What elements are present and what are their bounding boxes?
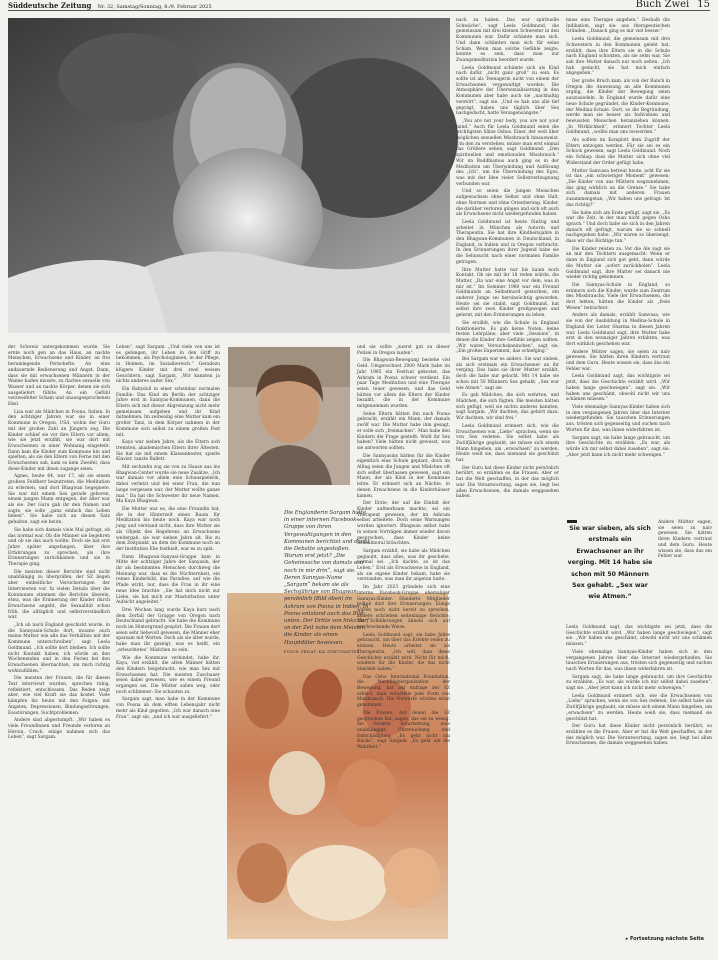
paragraph: Die meisten der Frauen, die für diesen Text interviewt wurden, sprechen ruhig, reflektiert, entschlossen. Das Reden zeigt aber, wie viel Kraft sie das kostet. Viele kämpfen bis heute mit den Folgen: mit Ängsten, Depressionen, Bindungsstörungen, Essstörungen, Suchtproblemen.: [8, 676, 110, 716]
paragraph: Dann Bhagwan-Sanyasi-Gruppe kam in Mitte der achtziger Jahre der Sanyasin, der ihr als bestimmten Menschen durchweg die Meinung war, dass es die Nüchternheit, ein reines Kinderbild, das Paradies, auf wie die Pfade wirkt, nur, dass die Frau in ihr eine neue Idee brachte: „Sie hat mich nicht zur Liebe, sie hat mich zur Masturbation unter Aufsicht angeleitet.“: [116, 554, 220, 606]
paragraph: Die Kinder reisten zu. Vor die Ale sagt sie an mir den Töchtern ausgemacht: Wenn er dann in England sich gut geht, dann würde die Mutter sie „sofort zurückholen“. Leela Goldmund sagt, ihre Mutter sei danach nie wieder richtig gekommen.: [566, 246, 670, 281]
paragraph: Die Mutter war es, die eine Freundin hat, die in der Hinterzelt einen Raum für Meditation bis heute noch. Kaya war noch jung und verstand nicht, dass ihre Mutter sie als Objekt des Begehrens an Erwachsene weitergab, sie war sieben Jahre alt. Bis zu dem Zeitpunkt, an dem die Kommune noch an der Institution Ehe festhielt, war es zu spät.: [116, 506, 220, 552]
paragraph: Wie die Kommune verbindet, habe ihr, Kaya, viel erzählt, die alten Männer hätten den Kindern beigebracht, wie man Sex mit Erwachsenen hat. Die meisten Zuschauer seien dabei gewesen, wie es einem Freund ergangen sei. Die Mütter sahen weg, oder noch schlimmer: Sie schauten zu.: [116, 655, 220, 695]
page-number: 15: [697, 0, 710, 10]
paragraph: Die Sannyas-Schule in England, so erinnern sich die Kinder, wurde zum Zentrum des Missbrauchs. Viele der Erwachsenen, die dort lebten, hätten die Kinder als „freie Wesen“ betrachtet.: [566, 282, 670, 311]
paragraph: Die Frauen, mit denen die SZ gesprochen hat, sagen, das sei zu wenig. Sie fordern Aufarbeitung, eine unabhängige Untersuchung und Entschädigung. „Es geht nicht um Rache“, sagt Sargam. „Es geht um die Wahrheit.“: [357, 710, 450, 751]
paragraph: Sargam sagt, sie habe lange gebraucht, um ihre Geschichte zu erzählen. „Es war, als würde ich mir selbst dabei zusehen“, sagt sie. „Aber jetzt kann ich nicht mehr schweigen.“: [566, 674, 712, 692]
paragraph: Sargam erzählt, sie habe als Mädchen geglaubt, dass alles, was ihr geschehe, normal sei. „Ich dachte, so ist das Leben.“ Erst als Erwachsene in England, als sie eigene Kinder bekam, habe sie verstanden, was man ihr angetan hatte.: [357, 548, 450, 583]
paragraph: Und so seien die jungen Menschen aufgewachsen ohne Selbst und ohne Halt, ohne Normen und ohne Orientierung. Kinder, die darüber verloren gingen und sich oft auch als Erwachsene nicht wiedergefunden haben.: [456, 189, 559, 218]
paragraph: nach zu haben. Das war spirituelle Schwäche“, sagt Leela Goldmund, die gemeinsam mit drei kleinen Schwester in den Kommunen war. Dafür schämte man sich. Und dann schämten man sich für seine Scham. Wenn man solche Gefühle zeigte, konnte es sein, dass man zur Zwangsmeditation beordert wurde.: [456, 18, 559, 63]
masthead: Süddeutsche Zeitung: [8, 1, 92, 10]
paragraph: Sargam sagt, sie habe lange gebraucht, um ihre Geschichte zu erzählen. „Es war, als würde ich mir selbst dabei zusehen“, sagt sie. „Aber jetzt kann ich nicht mehr schweigen.“: [566, 435, 670, 458]
article-column-3: [357, 345, 450, 751]
paragraph: Andere sind abgestumpft. „Wir haben es viele Freundinnen und Freunde verloren an Heroin, Crack, einige nahmen sich das Leben“, sagt Sargam.: [8, 718, 110, 741]
paragraph: „You are not your body, you are not your mind.“ Auch für Leela Goldmund seien die wichtigsten Sätze Oshos. Einer, der weit über möglichen sexuellen Missbrauch hinausweist. Um den zu verstehen, müsse man erst einmal das Größere sehen, sagt Goldmund: „Den spirituellen und emotionalen Missbrauch.“ Wir im Buddhismus auch ging es in der Meditation um Überwindung und Auflösung des „Ich“, um die Überwindung des Egos, was mit der Idee vieler Selbstverleugnung verbunden war.: [456, 118, 559, 187]
paragraph: Die meisten dieser Berichte sind nicht unabhängig zu überprüfen, der SZ liegen aber einheitliche Versicherungen der Interviewten vor. In vielen Details über die Kommunen stimmen die Berichte überein, etwa, was die Erinnerung der Kinder durch Erwachsene angeht, die Sexualität schon früh, die alltäglich und selbstverständlich war.: [8, 569, 110, 621]
photo-bhagwan: [8, 18, 450, 333]
paragraph: Mutter Samvasa betreut heute, acht für sie ist das „ein schwieriger Moment“ gewesen: „Die Kinder von uns Müttern wegzunehmen, das ging wirklich an die Grenze.“ Sie habe sich damals mit anderen Frauen zusammengetan, „Wir haben uns gefragt: Ist das richtig?“: [566, 168, 670, 208]
paragraph: Leela Goldmund schämte sich als Kind nach dafür, „nicht ganz groß“ zu sein. Es sollte ist als Teenagerin nicht von einem der Erwachsenen vergewaltigt worden. Die Atmosphäre der Übersexualisierung in den Kommunen aber habe auch sie „nachhaltig verstört“, sagt sie. „Und es hab uns alle tief geprägt, haben uns täglich über Sex nachgedacht, hatte Versagensängste.“: [456, 65, 559, 117]
paragraph: Der Guru hat diese Kinder nicht persönlich berührt, so erzählen es die Frauen. Aber er hat die Welt geschaffen, in der das möglich war. Die Verantwortung, sagen sie, liegt bei allen Erwachsenen, die damals weggesehen haben.: [456, 465, 559, 500]
paragraph: Sie erzählt, wie die Schule in England funktionierte. Es gab keine Noten, keine festen Lehrpläne, aber viele „Sessions“, in denen die Kinder ihre Gefühle zeigen sollten. „Wir waren Versuchskaninchen“, sagt sie. „Ein großes Experiment, das schiefging.“: [456, 320, 559, 355]
article-column-5b: [658, 520, 712, 615]
page-header: [8, 0, 710, 11]
pull-quote-text: Sie war sieben, als sich erstmals ein Erwachsener an ihr verging. Mit 14 habe sie schon mit 50 Männern Sex gehabt. „Sex war wie Atmen.“: [567, 525, 653, 601]
paragraph: Ein Babydoll in einer scheinbar normalen Familie: Das Kind im Berlin der achtziger Jahre erst in Sannyas-Kommunen, dann die Eltern sich mit dieser Abgrenzung nicht mehr gemeinsam aufgeben und ihr Kind mitnehmen. Im zeitweilig eine Mutter kam ein großer Tanz, in dem Körper nahmen in der Kommune sich selbst zu einem großen Fest mit.: [116, 386, 220, 438]
paragraph: Die Bhagwan-Bewegung bestehe viel Geld. Umgerechnet 2000 Mark habe im Jahr 1985 ein Festival gekostet, das Ashram in Poona schwer verdient. Ein paar Tage Meditation und eine Therapie seien teuer gewesen, und das Geld hätten vor allem die Eltern der Kinder bezahlt, die in der Kommune mitgenommen wurden.: [357, 358, 450, 410]
paragraph: Seine Eltern hätten ihn nach Poona gebracht, erzählt ein Mann, der damals zwölf war. Die Mutter habe ihm gesagt, er solle sich „freimachen“. Man habe den Kindern die Frage gestellt: Wollt ihr Sex haben? Viele hätten nicht gewusst, was sie antworten sollten.: [357, 411, 450, 451]
paragraph: Im Jahr 2023 gründete sich eine interne Facebook-Gruppe ehemaliger Sannyas-Kinder. Hunderte Mitglieder teilten dort ihre Erinnerungen. Einige waren noch nicht bereit zu sprechen, andere schrieben seitenlange Berichte. Die Schilderungen ähneln sich auf erschreckende Weise.: [357, 585, 450, 631]
paragraph: Anders als damals, erzählt Samvasa, wie sie von der Ausbildung in Medina-Schule in England der Leiter Sharma in diesen Jahren war. Leela Goldmund sagt, ihre Mutter habe erst in den neunziger Jahren erfahren, was dort wirklich geschehen war.: [566, 313, 670, 347]
paragraph: und sie sollte „zuerst gut zu dieser Polizei in Oregon laufen“.: [357, 345, 450, 356]
photo-credit: FOTOS: PRIVAT; KAI STRITTMATTER: [284, 649, 360, 654]
caption-text: Die Englanderin Sargam hatte in einer internen Facebook-Gruppe von ihren Vergewaltigungen in den Kommunen berichtet und damit die Debatte angestoßen. Warum erst jetzt? „Die Geheimsache von damals war noch in mir drin“, sagt sie. Deren Sannyas-Name „Sargam“ bekam sie als Sechsjährige von Bhagwan persönlich (Bild oben) im Ashram von Poona in Indien. In Poona entstand auch das Bild unten. Der Dritte von links darf an der Zeit nahe dem Meister, die Kinder als einen Hauptdüter bewiesen.: [284, 510, 370, 646]
quote-marker: [567, 520, 577, 523]
paragraph: Das Osho International Foundation, die Nachfolgeorganisation der Bewegung, hat auf Anfrage der SZ erklärt, man verurteile jede Form von Missbrauch. Die Vorwürfe würden ernst genommen.: [357, 674, 450, 709]
article-column-4: [456, 18, 559, 938]
paragraph: Mit sechzehn zog sie von zu Hause aus ins Bhagwan-Center wurde sie neue Zusätze. „Ich war damals vor allem eine Schauspielerin, dabei verletzt und bei einer Frau, die nun lange vergessen war, der Mutter wollte ganze mal.“ Da hat die Schwester ihr neue Namen, Ma Kaya Bhagwan.: [116, 465, 220, 505]
paragraph: Ihre Mutter hatte nur bis kaum noch Kontakt. Ob sie mit ihr 18 reden würde, die Mutter, „Da war eine Angst vor dem, was in mir ist.“ Im Sommer 1980 war ein Freund Goldmunds an Selbstmord gestorben, ein anderer Junge sei heroinsüchtig geworden. Heute sei sie stabil, sagt Goldmund, hat selbst ihre zwei Kinder großgezogen und gelernt, mit den Erinnerungen zu leben.: [456, 267, 559, 319]
continued-note[interactable]: ▸ Fortsetzung nächste Seite: [625, 936, 704, 942]
paragraph: Als sollten im Komplott dem Zugriff der Eltern entzogen werden. Für sie sei es ein Schock gewesen, sagt Leela Goldmund. Noch ein Schlag: dass die Mutter sich ohne viel Widerstand der Order gefügt habe.: [566, 138, 670, 166]
paragraph: Kaya war sieben Jahre, als die Eltern sich trennten, akademischen Eltern ihrer Ältesten. Sie hat sie mit einem Klassenbester, spielte Klavier, tanzte Ballett.: [116, 440, 220, 463]
paragraph: der Schweiz untergekommen wurde. Sie ernte noch gen an das Haus, an nackte Menschen, Erwachsene und Kinder, an frei herumlegende Pornohefte. An eine andauernde Bedienerung und Angst. Dann, dass sie mit erwachsenen Männern in der Wanne baden musste, zu flaches sexuelle von Wasser und an nackte Körper, denen sie sich ausgeliefert fühlte. An ein Gefühl verzweifelter Scham und unausgesprochenen Ekel.: [8, 345, 110, 408]
paragraph: Es gab Mädchen, die sich wehrten, und Mädchen, die sich fügten. Die meisten hätten sich gefügt, weil sie nichts anderes kannten, sagt Sargam. „Wir dachten, das gehört dazu. Wir dachten, wir sind frei.“: [456, 393, 559, 422]
paragraph: Sargam sagt, man habe in der Kommune von Poona ab dem elften Lebensjahr nicht mehr als Kind gegolten. „Ich war danach eine Frau“, sagt sie, „und ich war ausgeliefert.“: [116, 697, 220, 720]
paragraph: Der Guru hat diese Kinder nicht persönlich berührt, so erzählen es die Frauen. Aber er hat die Welt geschaffen, in der das möglich war. Die Verantwortung, sagen sie, liegt bei allen Erwachsenen, die damals weggesehen haben.: [566, 724, 712, 747]
paragraph: Viele ehemalige Sannyas-Kinder haben sich in den vergangenen Jahren über das Internet wiedergefunden. Sie tauschen Erinnerungen aus, trösten sich gegenseitig und suchen nach Worten für das, was ihnen widerfahren ist.: [566, 405, 670, 433]
pull-quote: [567, 523, 653, 603]
paragraph: Agnes, heute 64, war 17, als sie einem großem Feldherr beizutreten, die Meditation zu erlernen, und dort Bhagwan begegnete. Sie war mit einem Sex gerade geboren, einem jungen Mann entgegen, der älter war als sie. Der Guru gab ihr den Namen und sagte, sie solle „ganz einfach das Leben lieben“. Sie habe sich an diesen Satz gehalten, sagt sie heute.: [8, 474, 110, 526]
article-column-1: [8, 345, 110, 937]
paragraph: muss eine Therapie angehen.“ Deshalb die Indikation, sagt sie: aus therapeutischen Gründen. „Danach ging es mir viel besser.“: [566, 18, 670, 35]
paragraph: „Ich ab nach England geschickt wurde, in die Sannyasin-Schule dort, musste auch meine Mutter wie alle das Verhältnis mit der Kommune unterschreiben“, sagt Leela Goldmund. „Ich sollte dort bleiben. Ich sollte nicht Kontakt haben, ich würde an den Wochenenden und in den Ferien bei den Erwachsenen übernachten, um mich richtig wohlzufühlen.“: [8, 623, 110, 674]
paragraph: Andere Mütter sagen, sie seien zu naiv gewesen. Sie hätten ihren Kindern vertraut und dem Guru. Heute wissen sie, dass das ein Fehler war.: [566, 349, 670, 372]
paragraph: Leben“, sagt Sargam. „Und viele von uns ist es gelungen, ihr Leben in den Griff zu bekommen, als Psychologinnen, in der Pflege, in Heimen, im Sozialbereich.“ Geradezu klügere Kinder mit drei zwei weisen Gesichtern, sagt Sargam, „Wir kannten ja nichts anderes außer Sex.“: [116, 345, 220, 385]
paragraph: Leela Goldmund ist heute fünfzig und arbeitet in München als Autorin und Therapeutin. Sie hat ihre Kindheitsjahre in den Bhagwan-Kommunen in Deutschland, in England, in Indien und in Oregon verbracht. In den Erinnerungen ihrer Jugend habe sie die Sehnsucht nach einer normalen Familie getragen.: [456, 219, 559, 265]
paragraph: Viele ehemalige Sannyas-Kinder haben sich in den vergangenen Jahren über das Internet wiedergefunden. Sie tauschen Erinnerungen aus, trösten sich gegenseitig und suchen nach Worten für das, was ihnen widerfahren ist.: [566, 649, 712, 672]
paragraph: Leela Goldmund sagt, das wichtigste sei jetzt, dass die Geschichte erzählt wird. „Wir haben lange geschwiegen“, sagt sie. „Wir haben uns geschämt, obwohl nicht wir uns schämen müssen.“: [566, 625, 712, 648]
paragraph: Sie habe sich damals viele Mal gefragt, ob das normal war. Ob die Männer sie begehren und ob sie das auch wollte. Doch sie hat erst Jahre später angefangen, über ihre Erfahrungen zu sprechen, als ihre Erinnerungen zurückkamen und sie in Therapie ging.: [8, 527, 110, 568]
photo-sargam: [228, 347, 350, 485]
issue-line: Nr. 32, Samstag/Sonntag, 8./9. Februar 2025: [97, 4, 212, 10]
section-name: Buch Zwei: [635, 0, 690, 10]
paragraph: Der große Bruch kam, als von der Ranch in Oregon die Anweisung an alle Kommunen erging, die Kinder der Bewegung seien auszusiedeln. In England wurde dafür eine neue Schule gegründet, die Kinder-Kommune, der Medina-Schule. Dort, so die Begründung, werde man sie besser als Individuen und bewussten Menschen heranziehen können. „In Wirklichkeit“, erinnert Tochter Leela Goldmund, „wollte man uns loswerden.“: [566, 79, 670, 136]
article-column-2: [116, 345, 220, 937]
paragraph: Der Erste, der auf die Einfalt der Kinder aufmerksam machte, sei ein Therapeut gewesen, der im Ashram selbst arbeitete. Doch seine Warnungen wurden ignoriert. Bhagwan selbst habe in seinen Vorträgen immer wieder davon gesprochen, dass Kinder keine Sexualmoral bräuchten.: [357, 501, 450, 547]
paragraph: Leela Goldmund sagt, das wichtigste sei jetzt, dass die Geschichte erzählt wird. „Wir haben lange geschwiegen“, sagt sie. „Wir haben uns geschämt, obwohl nicht wir uns schämen müssen.“: [566, 374, 670, 403]
paragraph: Bei Sargam war es anders. Sie war sieben, als sich erstmals ein Erwachsener an ihr verging. Das habe sie ihrer Mutter erzählt, doch die habe nur gelacht. Mit 14 habe sie schon mit 50 Männern Sex gehabt. „Sex war wie Atmen“, sagt sie.: [456, 357, 559, 391]
paragraph: Leela Goldmund sagt, sie habe Jahre gebraucht, um über das Erlebte reden zu können. Heute arbeitet sie als Therapeutin. „Ich will, dass diese Geschichte erzählt wird. Nicht für mich, sondern für die Kinder, die das nicht überlebt haben.“: [357, 632, 450, 672]
paragraph: Leela Goldmund, die gemeinsam mit drei Schwestern in den Kommunen gelebt hat, erzählt, dass ihre Eltern sie in die Schule nach England schickten, als sie zehn war. Sie sah ihre Mutter danach nur noch selten. „Ich hab gedacht, sie hat mich einfach abgegeben.“: [566, 37, 670, 77]
paragraph: Sie habe sich am Ende gefügt, sagt sie. „Es war die Zeit, in der man nicht gegen Osho sprach.“ Und doch habe sie sich in den Jahren danach oft gefragt, warum sie so schnell nachgegeben habe. „Wir waren so überzeugt, dass wir das Richtige tun.“: [566, 210, 670, 245]
paragraph: Die Sannyasins hätten für die Kinder eigentlich eine Schule geplant, doch im Alltag seien die Jungen und Mädchen oft sich selbst überlassen gewesen, sagt ein Mann, der als Kind in der Kommune lebte. Er erinnert sich an Nächte, in denen Erwachsene in die Kinderhäuser kamen.: [357, 453, 450, 499]
paragraph: Leela Goldmund erinnert sich, wie die Erwachsenen von „Liebe“ sprachen, wenn sie von Sex redeten. Sie selbst habe als Zwölfjährige geglaubt, sie müsse sich einem Mann hingeben, um „erwachsen“ zu werden. Heute weiß sie, dass niemand sie geschützt hat.: [566, 693, 712, 722]
paragraph: Leela Goldmund erinnert sich, wie die Erwachsenen von „Liebe“ sprachen, wenn sie von Sex redeten. Sie selbst habe als Zwölfjährige geglaubt, sie müsse sich einem Mann hingeben, um „erwachsen“ zu werden. Heute weiß sie, dass niemand sie geschützt hat.: [456, 423, 559, 464]
article-column-6: [566, 625, 712, 930]
paragraph: Drei Wochen lang wurde Kaya kurz nach dem Zerfall der Gruppe von Oregon nach Deutschland gebracht. Sie habe die Kommune noch im Hintergrund gespürt. Die Frauen dort seien sehr liebevoll gewesen, die Männer eher sparsam mit Worten. Doch als sie älter wurde, habe man ihr gezeigt, was es heißt, ein „erleuchtetes“ Mädchen zu sein.: [116, 607, 221, 653]
paragraph: Lisa war als Mädchen in Poona, Indien. In den achtziger Jahren war sie in einer Kommune in Oregon, USA, wohin der Guru mit der großen Zahl an Jüngern zog. Die Kinder schlief sie vor ihre Eltern vor allem, wie sie jetzt erzählt, sie war dort mit Erwachsenen in einer Wohnung eingeteilt. Dann kam die Kinder zum Kommune hin und spielten, als sie den Eltern von Ferne mit den Erwachsenen sah, kam es kein Zweifel, dass diese Kinder mit ihnen zugange seien.: [8, 409, 110, 472]
paragraph: Andere Mütter sagen, sie seien zu naiv gewesen. Sie hätten ihren Kindern vertraut und dem Guru. Heute wissen sie, dass das ein Fehler war.: [658, 520, 712, 560]
article-column-5: [566, 18, 670, 508]
